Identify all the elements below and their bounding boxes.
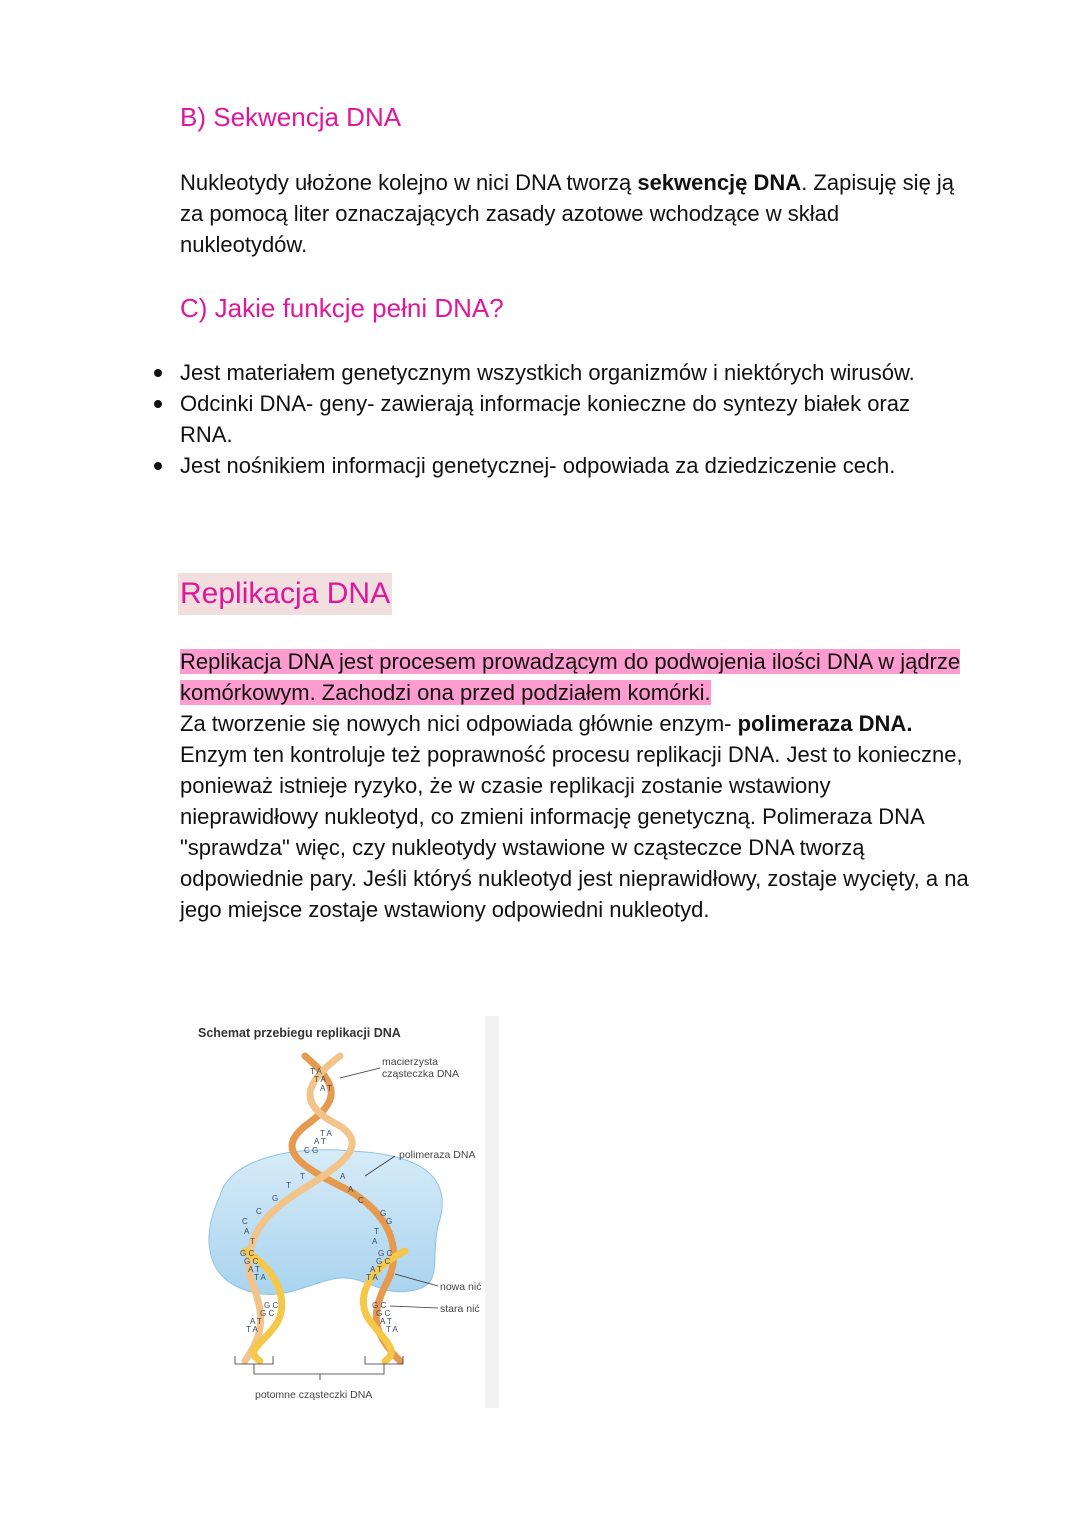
base-label: T A (246, 1325, 258, 1334)
functions-list (150, 357, 960, 481)
base-label: T A (314, 1075, 326, 1084)
base-label: A T (314, 1137, 326, 1146)
base-label: G C (378, 1249, 393, 1258)
figure-edge (485, 1016, 499, 1408)
base-label: G C (376, 1309, 391, 1318)
replication-paragraph (180, 646, 970, 925)
highlighted-definition: Replikacja DNA jest procesem prowadzącym do podwojenia ilości DNA w jądrze komórkowym. Zachodzi ona przed podziałem komórki. (180, 649, 961, 705)
base-label: A (244, 1227, 250, 1236)
label-daughter-molecules: potomne cząsteczki DNA (255, 1389, 373, 1401)
base-label: G (380, 1209, 387, 1218)
base-label: A (348, 1185, 354, 1194)
base-label: G C (260, 1309, 275, 1318)
list-item: Odcinki DNA- geny- zawierają informacje konieczne do syntezy białek oraz RNA. (150, 388, 960, 450)
list-item: Jest materiałem genetycznym wszystkich organizmów i niektórych wirusów. (150, 357, 960, 388)
text: . Zapisuję się ją za pomocą liter oznaczających zasady azotowe wchodzące w skład nukleotydów. (180, 170, 955, 257)
base-label: A (372, 1237, 378, 1246)
base-label: G C (240, 1249, 255, 1258)
text: Nukleotydy ułożone kolejno w nici DNA tworzą (180, 170, 638, 195)
base-label: C (256, 1207, 262, 1216)
base-label: T A (320, 1129, 332, 1138)
base-label: T A (386, 1325, 398, 1334)
base-label: G (386, 1217, 393, 1226)
replication-diagram (190, 1016, 499, 1408)
base-label: C (242, 1217, 248, 1226)
base-label: G C (244, 1257, 259, 1266)
base-label: T (374, 1227, 379, 1236)
label-old-strand: stara nić (440, 1303, 480, 1315)
text: Za tworzenie się nowych nici odpowiada głównie enzym- (180, 711, 738, 736)
base-label: A T (250, 1317, 262, 1326)
label-polymerase: polimeraza DNA (399, 1149, 476, 1161)
base-label: C (358, 1196, 364, 1205)
base-label: T A (310, 1067, 322, 1076)
base-label: A T (370, 1265, 382, 1274)
base-label: A T (320, 1084, 332, 1093)
base-label: T (250, 1237, 255, 1246)
base-label: A T (380, 1317, 392, 1326)
bold-term: polimeraza DNA. (737, 711, 913, 736)
label-new-strand: nowa nić (440, 1281, 482, 1293)
base-label: A (340, 1172, 346, 1181)
text: Enzym ten kontroluje też poprawność procesu replikacji DNA. Jest to konieczne, ponieważ istnieje ryzyko, że w czasie replikacji zostanie wstawiony nieprawidłowy nukleotyd, co zmieni informację genetyczną. Polimeraza DNA "sprawdza" więc, czy nukleotydy wstawione w cząsteczce DNA tworzą odpowiednie pary. Jeśli któryś nukleotyd jest nieprawidłowy, zostaje wycięty, a na jego miejsce zostaje wstawiony odpowiedni nukleotyd. (180, 742, 969, 922)
base-label: G C (264, 1301, 279, 1310)
label-parent-line2: cząsteczka DNA (382, 1068, 460, 1080)
base-label: T (286, 1181, 291, 1190)
figure-title: Schemat przebiegu replikacji DNA (198, 1026, 401, 1040)
section-b-heading: B) Sekwencja DNA (180, 102, 402, 132)
base-label: A T (248, 1265, 260, 1274)
base-label: G C (372, 1301, 387, 1310)
base-label: G C (376, 1257, 391, 1266)
list-item: Jest nośnikiem informacji genetycznej- odpowiada za dziedziczenie cech. (150, 450, 960, 481)
base-label: T A (366, 1273, 378, 1282)
replication-heading: Replikacja DNA (178, 573, 392, 615)
section-c-heading: C) Jakie funkcje pełni DNA? (180, 293, 504, 323)
label-parent-line1: macierzysta (382, 1056, 439, 1068)
base-label: C G (304, 1146, 319, 1155)
bold-term: sekwencję DNA (637, 170, 802, 195)
section-b-paragraph (180, 167, 960, 260)
base-label: T (300, 1172, 305, 1181)
base-label: G (272, 1194, 279, 1203)
base-label: T A (254, 1273, 266, 1282)
